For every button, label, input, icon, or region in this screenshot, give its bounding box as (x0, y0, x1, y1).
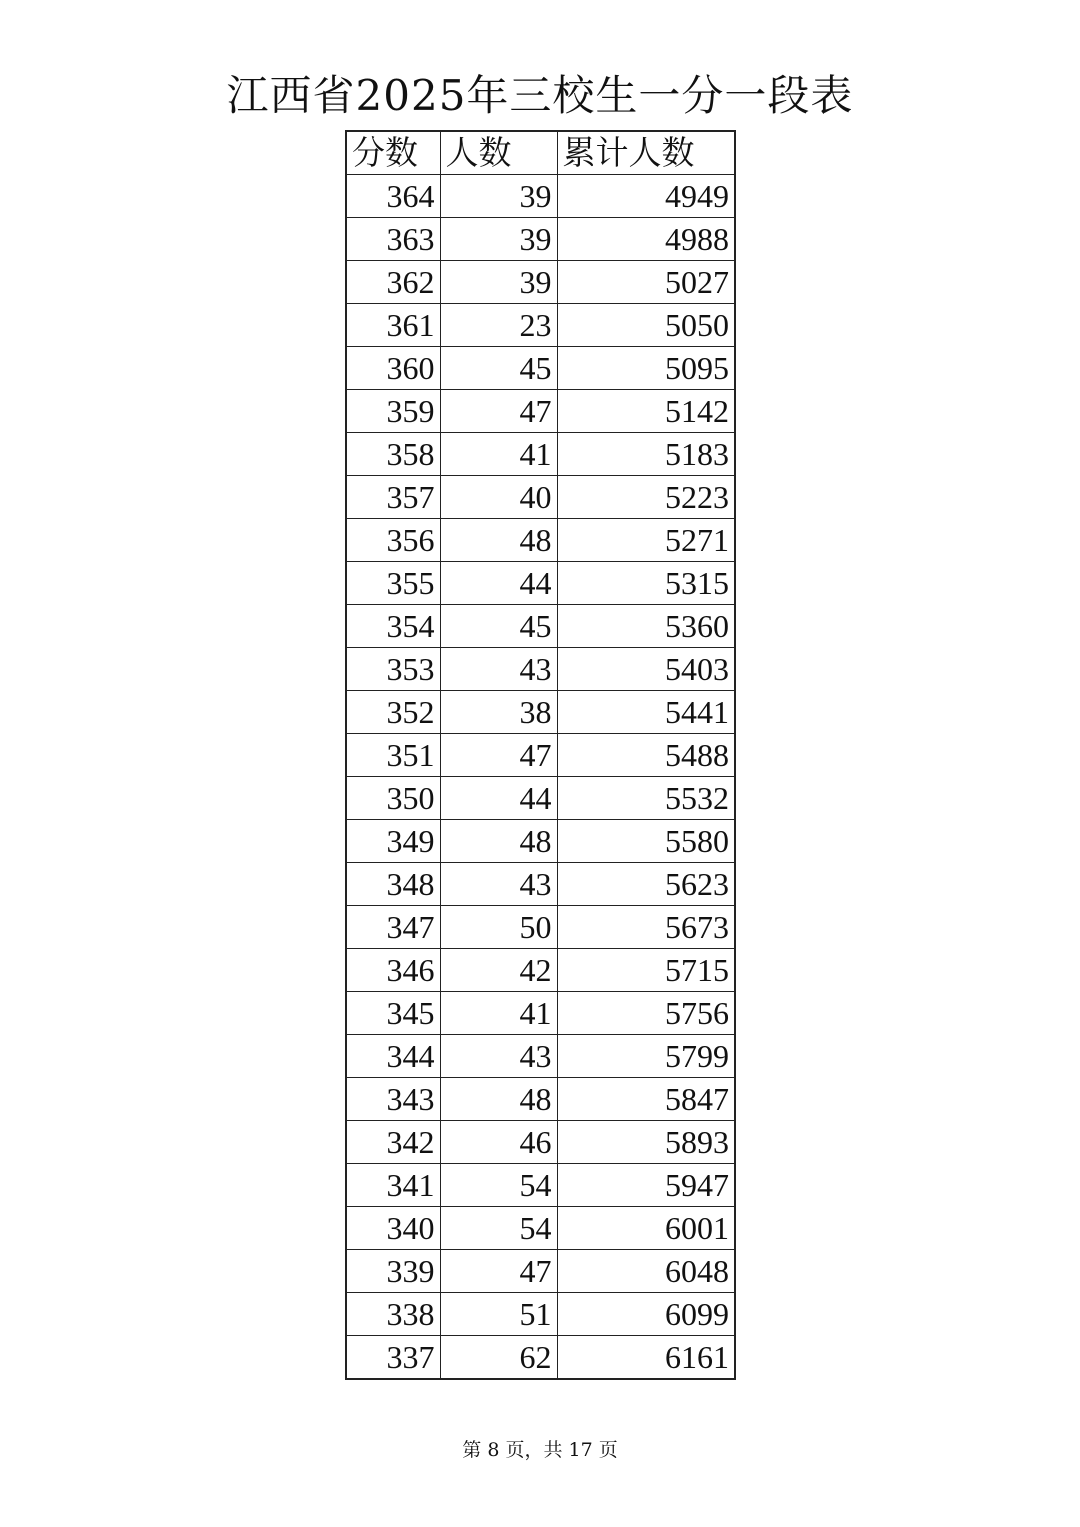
count-cell: 41 (440, 433, 557, 476)
count-cell: 39 (440, 175, 557, 218)
count-cell: 43 (440, 648, 557, 691)
table-row (346, 1078, 735, 1121)
cumulative-cell: 5893 (557, 1121, 735, 1164)
count-cell: 41 (440, 992, 557, 1035)
table-row (346, 519, 735, 562)
table-row (346, 390, 735, 433)
count-cell: 40 (440, 476, 557, 519)
table-row (346, 1250, 735, 1293)
table-body (346, 175, 735, 1380)
table-row (346, 820, 735, 863)
cumulative-cell: 5403 (557, 648, 735, 691)
table-row (346, 777, 735, 820)
count-cell: 44 (440, 562, 557, 605)
count-cell: 42 (440, 949, 557, 992)
column-header-count: 人数 (440, 131, 557, 175)
score-cell: 337 (346, 1336, 440, 1380)
table-row (346, 863, 735, 906)
count-cell: 46 (440, 1121, 557, 1164)
cumulative-cell: 5441 (557, 691, 735, 734)
cumulative-cell: 6048 (557, 1250, 735, 1293)
score-cell: 343 (346, 1078, 440, 1121)
score-cell: 342 (346, 1121, 440, 1164)
count-cell: 48 (440, 519, 557, 562)
score-cell: 361 (346, 304, 440, 347)
table-row (346, 691, 735, 734)
score-table (345, 130, 736, 1380)
score-cell: 348 (346, 863, 440, 906)
score-cell: 350 (346, 777, 440, 820)
score-cell: 351 (346, 734, 440, 777)
score-cell: 364 (346, 175, 440, 218)
score-cell: 347 (346, 906, 440, 949)
count-cell: 50 (440, 906, 557, 949)
cumulative-cell: 5142 (557, 390, 735, 433)
table-row (346, 1164, 735, 1207)
score-cell: 344 (346, 1035, 440, 1078)
cumulative-cell: 6001 (557, 1207, 735, 1250)
count-cell: 51 (440, 1293, 557, 1336)
cumulative-cell: 5360 (557, 605, 735, 648)
cumulative-cell: 6161 (557, 1336, 735, 1380)
score-cell: 346 (346, 949, 440, 992)
cumulative-cell: 5488 (557, 734, 735, 777)
score-cell: 358 (346, 433, 440, 476)
table-row (346, 347, 735, 390)
page-footer: 第 8 页，共 17 页 (462, 1439, 618, 1461)
cumulative-cell: 5715 (557, 949, 735, 992)
cumulative-cell: 5095 (557, 347, 735, 390)
cumulative-cell: 5315 (557, 562, 735, 605)
cumulative-cell: 5847 (557, 1078, 735, 1121)
count-cell: 45 (440, 347, 557, 390)
cumulative-cell: 5532 (557, 777, 735, 820)
cumulative-cell: 6099 (557, 1293, 735, 1336)
count-cell: 47 (440, 1250, 557, 1293)
score-cell: 339 (346, 1250, 440, 1293)
cumulative-cell: 5223 (557, 476, 735, 519)
score-cell: 349 (346, 820, 440, 863)
count-cell: 47 (440, 734, 557, 777)
count-cell: 48 (440, 1078, 557, 1121)
score-cell: 356 (346, 519, 440, 562)
count-cell: 39 (440, 261, 557, 304)
count-cell: 48 (440, 820, 557, 863)
cumulative-cell: 5623 (557, 863, 735, 906)
count-cell: 44 (440, 777, 557, 820)
count-cell: 45 (440, 605, 557, 648)
table-row (346, 1293, 735, 1336)
table-row (346, 218, 735, 261)
cumulative-cell: 5947 (557, 1164, 735, 1207)
table-row (346, 734, 735, 777)
score-cell: 355 (346, 562, 440, 605)
count-cell: 62 (440, 1336, 557, 1380)
table-row (346, 175, 735, 218)
table-row (346, 562, 735, 605)
cumulative-cell: 5050 (557, 304, 735, 347)
count-cell: 54 (440, 1164, 557, 1207)
count-cell: 47 (440, 390, 557, 433)
score-cell: 338 (346, 1293, 440, 1336)
cumulative-cell: 4988 (557, 218, 735, 261)
count-cell: 43 (440, 863, 557, 906)
score-cell: 363 (346, 218, 440, 261)
count-cell: 54 (440, 1207, 557, 1250)
score-cell: 357 (346, 476, 440, 519)
table-row (346, 476, 735, 519)
count-cell: 38 (440, 691, 557, 734)
score-cell: 359 (346, 390, 440, 433)
table-row (346, 1035, 735, 1078)
score-cell: 352 (346, 691, 440, 734)
table-row (346, 949, 735, 992)
cumulative-cell: 5580 (557, 820, 735, 863)
table-row (346, 906, 735, 949)
cumulative-cell: 5799 (557, 1035, 735, 1078)
cumulative-cell: 5673 (557, 906, 735, 949)
table-row (346, 1121, 735, 1164)
score-cell: 345 (346, 992, 440, 1035)
score-cell: 341 (346, 1164, 440, 1207)
page-title: 江西省2025年三校生一分一段表 (226, 71, 854, 120)
table-row (346, 648, 735, 691)
count-cell: 43 (440, 1035, 557, 1078)
table-row (346, 605, 735, 648)
score-cell: 362 (346, 261, 440, 304)
cumulative-cell: 5027 (557, 261, 735, 304)
cumulative-cell: 4949 (557, 175, 735, 218)
cumulative-cell: 5271 (557, 519, 735, 562)
cumulative-cell: 5183 (557, 433, 735, 476)
table-row (346, 304, 735, 347)
score-cell: 360 (346, 347, 440, 390)
count-cell: 39 (440, 218, 557, 261)
table-header-row (346, 131, 735, 175)
column-header-score: 分数 (346, 131, 440, 175)
score-cell: 353 (346, 648, 440, 691)
score-cell: 354 (346, 605, 440, 648)
score-cell: 340 (346, 1207, 440, 1250)
count-cell: 23 (440, 304, 557, 347)
column-header-cumulative: 累计人数 (557, 131, 735, 175)
table-row (346, 1336, 735, 1380)
table-row (346, 992, 735, 1035)
table-row (346, 261, 735, 304)
cumulative-cell: 5756 (557, 992, 735, 1035)
table-row (346, 433, 735, 476)
table-row (346, 1207, 735, 1250)
